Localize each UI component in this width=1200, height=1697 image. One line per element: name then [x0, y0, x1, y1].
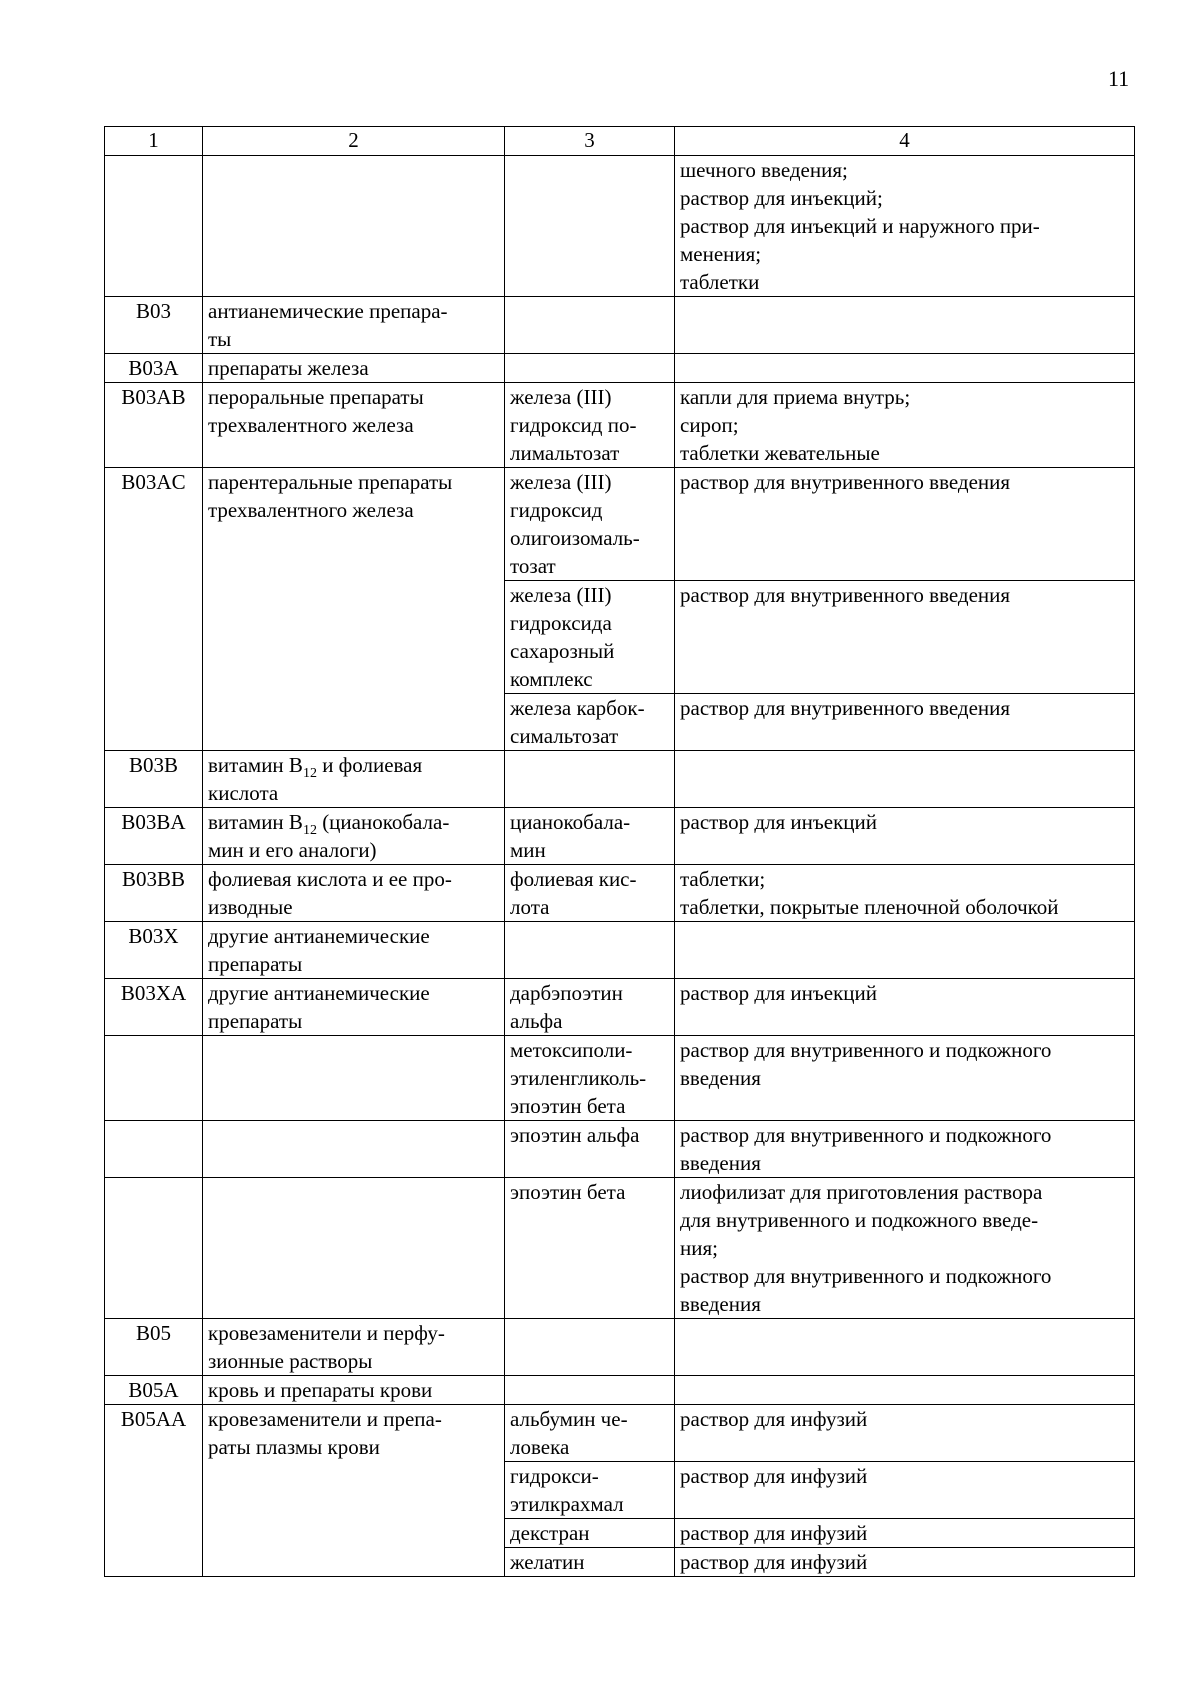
drug-name-cell: метоксиполи- этиленгликоль- эпоэтин бета — [505, 1036, 675, 1121]
group-name-cell: антианемические препара- ты — [203, 297, 505, 354]
drug-name-cell — [505, 156, 675, 297]
drug-name-cell: желатин — [505, 1548, 675, 1577]
dosage-forms-cell: капли для приема внутрь; сироп; таблетки жевательные — [675, 383, 1135, 468]
group-name-cell: кровезаменители и препа- раты плазмы крови — [203, 1405, 505, 1577]
medication-table — [104, 126, 1135, 1577]
dosage-forms-cell: раствор для внутривенного введения — [675, 581, 1135, 694]
code-cell — [105, 1178, 203, 1319]
code-cell: B03AB — [105, 383, 203, 468]
header-col-3: 3 — [505, 127, 675, 156]
dosage-forms-cell — [675, 751, 1135, 808]
group-name-cell: другие антианемические препараты — [203, 979, 505, 1036]
table-row — [105, 297, 1135, 354]
table-row — [105, 383, 1135, 468]
table-header-row — [105, 127, 1135, 156]
code-cell — [105, 1036, 203, 1121]
dosage-forms-cell — [675, 354, 1135, 383]
table-row — [105, 865, 1135, 922]
drug-name-cell: альбумин че- ловека — [505, 1405, 675, 1462]
drug-name-cell: дарбэпоэтин альфа — [505, 979, 675, 1036]
table-row — [105, 922, 1135, 979]
drug-name-cell: железа (III) гидроксид олигоизомаль- тозат — [505, 468, 675, 581]
code-cell: B03XA — [105, 979, 203, 1036]
table-row — [105, 354, 1135, 383]
dosage-forms-cell: раствор для инфузий — [675, 1548, 1135, 1577]
dosage-forms-cell: лиофилизат для приготовления раствора для внутривенного и подкожного введе- ния; раствор для внутривенного и подкожного введения — [675, 1178, 1135, 1319]
drug-name-cell: декстран — [505, 1519, 675, 1548]
drug-name-cell — [505, 922, 675, 979]
dosage-forms-cell — [675, 922, 1135, 979]
code-cell: B03 — [105, 297, 203, 354]
code-cell: B03BA — [105, 808, 203, 865]
page-number: 11 — [1108, 66, 1130, 91]
code-cell: B03X — [105, 922, 203, 979]
code-cell: B05AA — [105, 1405, 203, 1577]
drug-name-cell — [505, 354, 675, 383]
dosage-forms-cell: раствор для инфузий — [675, 1519, 1135, 1548]
dosage-forms-cell: раствор для инъекций — [675, 979, 1135, 1036]
name-text: витамин B — [208, 753, 303, 777]
table-row — [105, 156, 1135, 297]
dosage-forms-cell: шечного введения; раствор для инъекций; раствор для инъекций и наружного при- менения; таблетки — [675, 156, 1135, 297]
drug-name-cell: железа (III) гидроксид по- лимальтозат — [505, 383, 675, 468]
group-name-cell: парентеральные препараты трехвалентного железа — [203, 468, 505, 751]
drug-name-cell — [505, 297, 675, 354]
group-name-cell — [203, 751, 505, 808]
table-row — [105, 751, 1135, 808]
dosage-forms-cell: раствор для внутривенного и подкожного введения — [675, 1036, 1135, 1121]
medication-table-container — [104, 126, 1135, 1577]
header-col-1: 1 — [105, 127, 203, 156]
group-name-cell: кровезаменители и перфу- зионные растворы — [203, 1319, 505, 1376]
group-name-cell — [203, 1121, 505, 1178]
table-row — [105, 1178, 1135, 1319]
dosage-forms-cell: раствор для внутривенного введения — [675, 468, 1135, 581]
group-name-cell: фолиевая кислота и ее про- изводные — [203, 865, 505, 922]
dosage-forms-cell: раствор для внутривенного и подкожного введения — [675, 1121, 1135, 1178]
table-row — [105, 1121, 1135, 1178]
dosage-forms-cell — [675, 297, 1135, 354]
table-row — [105, 808, 1135, 865]
group-name-cell: кровь и препараты крови — [203, 1376, 505, 1405]
drug-name-cell: железа карбок- симальтозат — [505, 694, 675, 751]
code-cell — [105, 156, 203, 297]
drug-name-cell: цианокобала- мин — [505, 808, 675, 865]
drug-name-cell: железа (III) гидроксида сахарозный комплекс — [505, 581, 675, 694]
code-cell: B03AC — [105, 468, 203, 751]
code-cell: B03B — [105, 751, 203, 808]
dosage-forms-cell: раствор для инъекций — [675, 808, 1135, 865]
drug-name-cell — [505, 1319, 675, 1376]
name-text: витамин B — [208, 810, 303, 834]
table-row — [105, 1319, 1135, 1376]
dosage-forms-cell: раствор для инфузий — [675, 1462, 1135, 1519]
dosage-forms-cell: раствор для внутривенного введения — [675, 694, 1135, 751]
group-name-cell — [203, 808, 505, 865]
group-name-cell: препараты железа — [203, 354, 505, 383]
subscript: 12 — [302, 766, 317, 782]
group-name-cell — [203, 1036, 505, 1121]
drug-name-cell: эпоэтин бета — [505, 1178, 675, 1319]
group-name-cell — [203, 156, 505, 297]
dosage-forms-cell — [675, 1376, 1135, 1405]
code-cell — [105, 1121, 203, 1178]
drug-name-cell — [505, 751, 675, 808]
drug-name-cell: фолиевая кис- лота — [505, 865, 675, 922]
name-text: и фолиевая кислота — [208, 753, 423, 805]
dosage-forms-cell: раствор для инфузий — [675, 1405, 1135, 1462]
code-cell: B05 — [105, 1319, 203, 1376]
drug-name-cell: гидрокси- этилкрахмал — [505, 1462, 675, 1519]
name-text: (цианокобала- мин и его аналоги) — [208, 810, 450, 862]
subscript: 12 — [302, 823, 317, 839]
group-name-cell — [203, 1178, 505, 1319]
table-row — [105, 1036, 1135, 1121]
code-cell: B03BB — [105, 865, 203, 922]
code-cell: B05A — [105, 1376, 203, 1405]
drug-name-cell — [505, 1376, 675, 1405]
dosage-forms-cell: таблетки; таблетки, покрытые пленочной оболочкой — [675, 865, 1135, 922]
group-name-cell: другие антианемические препараты — [203, 922, 505, 979]
header-col-4: 4 — [675, 127, 1135, 156]
code-cell: B03A — [105, 354, 203, 383]
table-row — [105, 979, 1135, 1036]
table-row — [105, 468, 1135, 581]
dosage-forms-cell — [675, 1319, 1135, 1376]
table-row — [105, 1376, 1135, 1405]
table-row — [105, 1405, 1135, 1462]
drug-name-cell: эпоэтин альфа — [505, 1121, 675, 1178]
header-col-2: 2 — [203, 127, 505, 156]
group-name-cell: пероральные препараты трехвалентного железа — [203, 383, 505, 468]
